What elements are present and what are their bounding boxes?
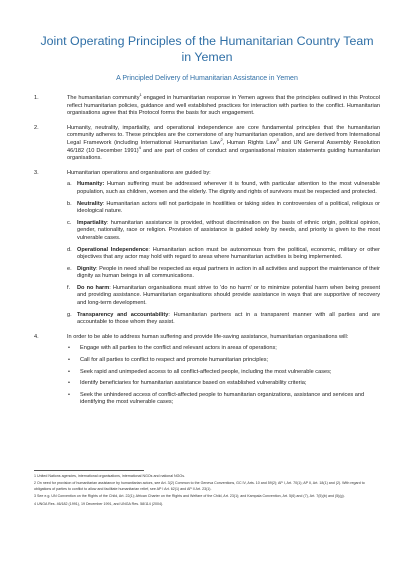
section-number: 2.: [34, 124, 39, 131]
principle-item: [67, 220, 380, 243]
footnote-ref-3[interactable]: 3: [276, 137, 279, 143]
footnote-4: 4 UNGA Res. 46/182 (1991), 19 December 1991, and UNGA Res. 58/114 (2004).: [34, 501, 164, 506]
item-letter: a.: [67, 181, 72, 188]
footnote-ref-1[interactable]: 1: [139, 92, 142, 98]
principle-term: Dignity: [77, 265, 96, 272]
footnote-3: 3 See e.g. UN Convention on the Rights of the Child, Art. 22(1); African Charter on the Rights and Welfare of the Child, Art. 23(1); and Kampala Convention, Art. 5(6) and (7), Art. 7(5)(b) and (5)(g).: [34, 494, 345, 499]
footnote-1: 1 United Nations agencies, international organisations, international NGOs and national NGOs.: [34, 474, 186, 478]
commitments-list: [67, 345, 380, 407]
principle-term: Neutrality: [77, 200, 103, 207]
section-4-intro: In order to be able to address human suffering and provide life-saving assistance, humanitarian organisations will:: [67, 333, 349, 340]
footnote-ref-2[interactable]: 2: [220, 137, 223, 143]
text-run: The humanitarian community: [67, 95, 140, 101]
principle-description: : Humanitarian partners act in a transparent manner with all parties and are accountable to those whom they assist.: [77, 311, 381, 326]
document-subtitle: A Principled Delivery of Humanitarian Assistance in Yemen: [116, 75, 298, 82]
principle-item: [67, 312, 380, 327]
principle-item: [67, 201, 380, 216]
principle-text: [77, 312, 380, 327]
principle-text: [77, 220, 380, 243]
principle-text: [77, 266, 380, 281]
footnotes: [34, 470, 380, 509]
principle-description: : Humanitarian action must be autonomous from the political, economic, military or other objectives that any actor may hold with regard to areas where humanitarian activities is being implemented.: [77, 246, 381, 261]
section-4: [34, 334, 380, 407]
commitment-item: [67, 369, 380, 377]
document-title: Joint Operating Principles of the Humanitarian Country Team in Yemen: [40, 34, 374, 64]
commitment-item: [67, 357, 380, 365]
principle-term: Operational Independence: [77, 246, 149, 253]
principle-description: : People in need shall be respected as equal partners in action in all activities and support the maintenance of their dignity as human beings in all communications.: [77, 265, 380, 280]
principle-term: Impartiality: [77, 219, 107, 226]
principle-description: : Humanitarian actors will not participate in hostilities or taking sides in controversies of a political, religious or ideological nature.: [77, 200, 380, 215]
text-run: and are part of codes of conduct and organisational mission statements guiding humanitarian organisations.: [67, 147, 380, 162]
commitment-text: Seek the unhindered access of conflict-affected people to humanitarian organizations, assistance and services and identifying the most vulnerable cases;: [80, 391, 365, 406]
item-letter: b.: [67, 200, 72, 207]
footnote-2: 2 On need for provision of humanitarian assistance by humanitarian actors, see Art. 3(2) Common to the Geneva Conventions, GC IV, Arts. 10 and 59(2); AP I, Art. 70(1); AP II, Art. 18(1) and (2). With regard to obligations of parties to conflict to allow and facilitate humanitarian relief, see AP I Art. 62(1) and AP II Art. 23(1).: [34, 481, 365, 491]
section-2-text: [67, 125, 380, 163]
item-letter: g.: [67, 311, 72, 318]
section-3-intro: Humanitarian operations and organisations are guided by:: [67, 169, 211, 176]
section-3: [34, 170, 380, 327]
bullet-icon: •: [68, 380, 70, 387]
bullet-icon: •: [68, 391, 70, 398]
commitment-item: [67, 380, 380, 388]
footnote-divider: [34, 470, 144, 471]
item-letter: e.: [67, 265, 72, 272]
commitment-text: Engage with all parties to the conflict and relevant actors in areas of operations;: [80, 345, 277, 352]
section-number: 3.: [34, 169, 39, 176]
text-run: engaged in humanitarian response in Yemen agrees that the principles outlined in this Protocol reflect humanitarian policies, guidance and well established practices for interaction with parties to the conflict. Humanitarian organisations agree that this Protocol forms the basis for such engagement.: [67, 95, 380, 117]
principle-item: [67, 266, 380, 281]
section-2: [34, 125, 380, 163]
principle-text: [77, 285, 380, 308]
principle-term: Do no harm: [77, 284, 110, 291]
text-run: Humanity, neutrality, impartiality, and operational independence are core fundamental principles that the humanitarian community adheres to. These principles are the cornerstone of any humanitarian operation, and are derived from International Legal Framework (including International Humanitarian Law: [67, 124, 380, 146]
commitment-item: [67, 392, 380, 407]
item-letter: c.: [67, 219, 72, 226]
commitment-text: Identify beneficiaries for humanitarian assistance based on established vulnerability criteria;: [80, 380, 307, 387]
item-letter: f.: [67, 284, 71, 291]
section-1: [34, 92, 380, 118]
principle-term: Transparency and accountability: [77, 311, 169, 318]
principle-item: [67, 181, 380, 196]
principle-item: [67, 247, 380, 262]
bullet-icon: •: [68, 345, 70, 352]
commitment-text: Seek rapid and unimpeded access to all conflict-affected people, including the most vulnerable cases;: [80, 368, 332, 375]
bullet-icon: •: [68, 357, 70, 364]
principle-text: [77, 181, 380, 196]
principle-description: : Humanitarian organisations must strive to 'do no harm' or to minimize potential harm when being present and providing assistance. Humanitarian organisations should provide assistance in ways that are supportive of recovery and long-term development.: [77, 284, 380, 307]
section-number: 1.: [34, 95, 39, 101]
principle-description: : humanitarian assistance is provided, without discrimination on the basis of ethnic origin, political opinion, gender, nationality, race or religion. Provision of assistance is guided solely by needs, and priority is given to the most vulnerable cases.: [77, 219, 380, 241]
text-run: and UN General Assembly Resolution 46/182 (10 December 1991): [67, 139, 380, 154]
principle-term: Humanity:: [77, 181, 105, 188]
commitment-item: [67, 345, 380, 353]
principle-text: [77, 201, 380, 216]
text-run: , Human Rights Law: [222, 139, 277, 146]
section-number: 4.: [34, 333, 39, 340]
bullet-icon: •: [68, 368, 70, 375]
principles-list: [67, 181, 380, 327]
section-1-text: [67, 92, 380, 118]
principle-item: [67, 285, 380, 308]
commitment-text: Call for all parties to conflict to respect and promote humanitarian principles;: [80, 357, 269, 364]
item-letter: d.: [67, 246, 72, 253]
principle-description: Human suffering must be addressed wherever it is found, with particular attention to the most vulnerable population, such as children, women and the elderly. The dignity and rights of survivors must be respected and protected.: [77, 181, 380, 195]
footnote-ref-4[interactable]: 4: [138, 144, 141, 150]
principle-text: [77, 247, 380, 262]
